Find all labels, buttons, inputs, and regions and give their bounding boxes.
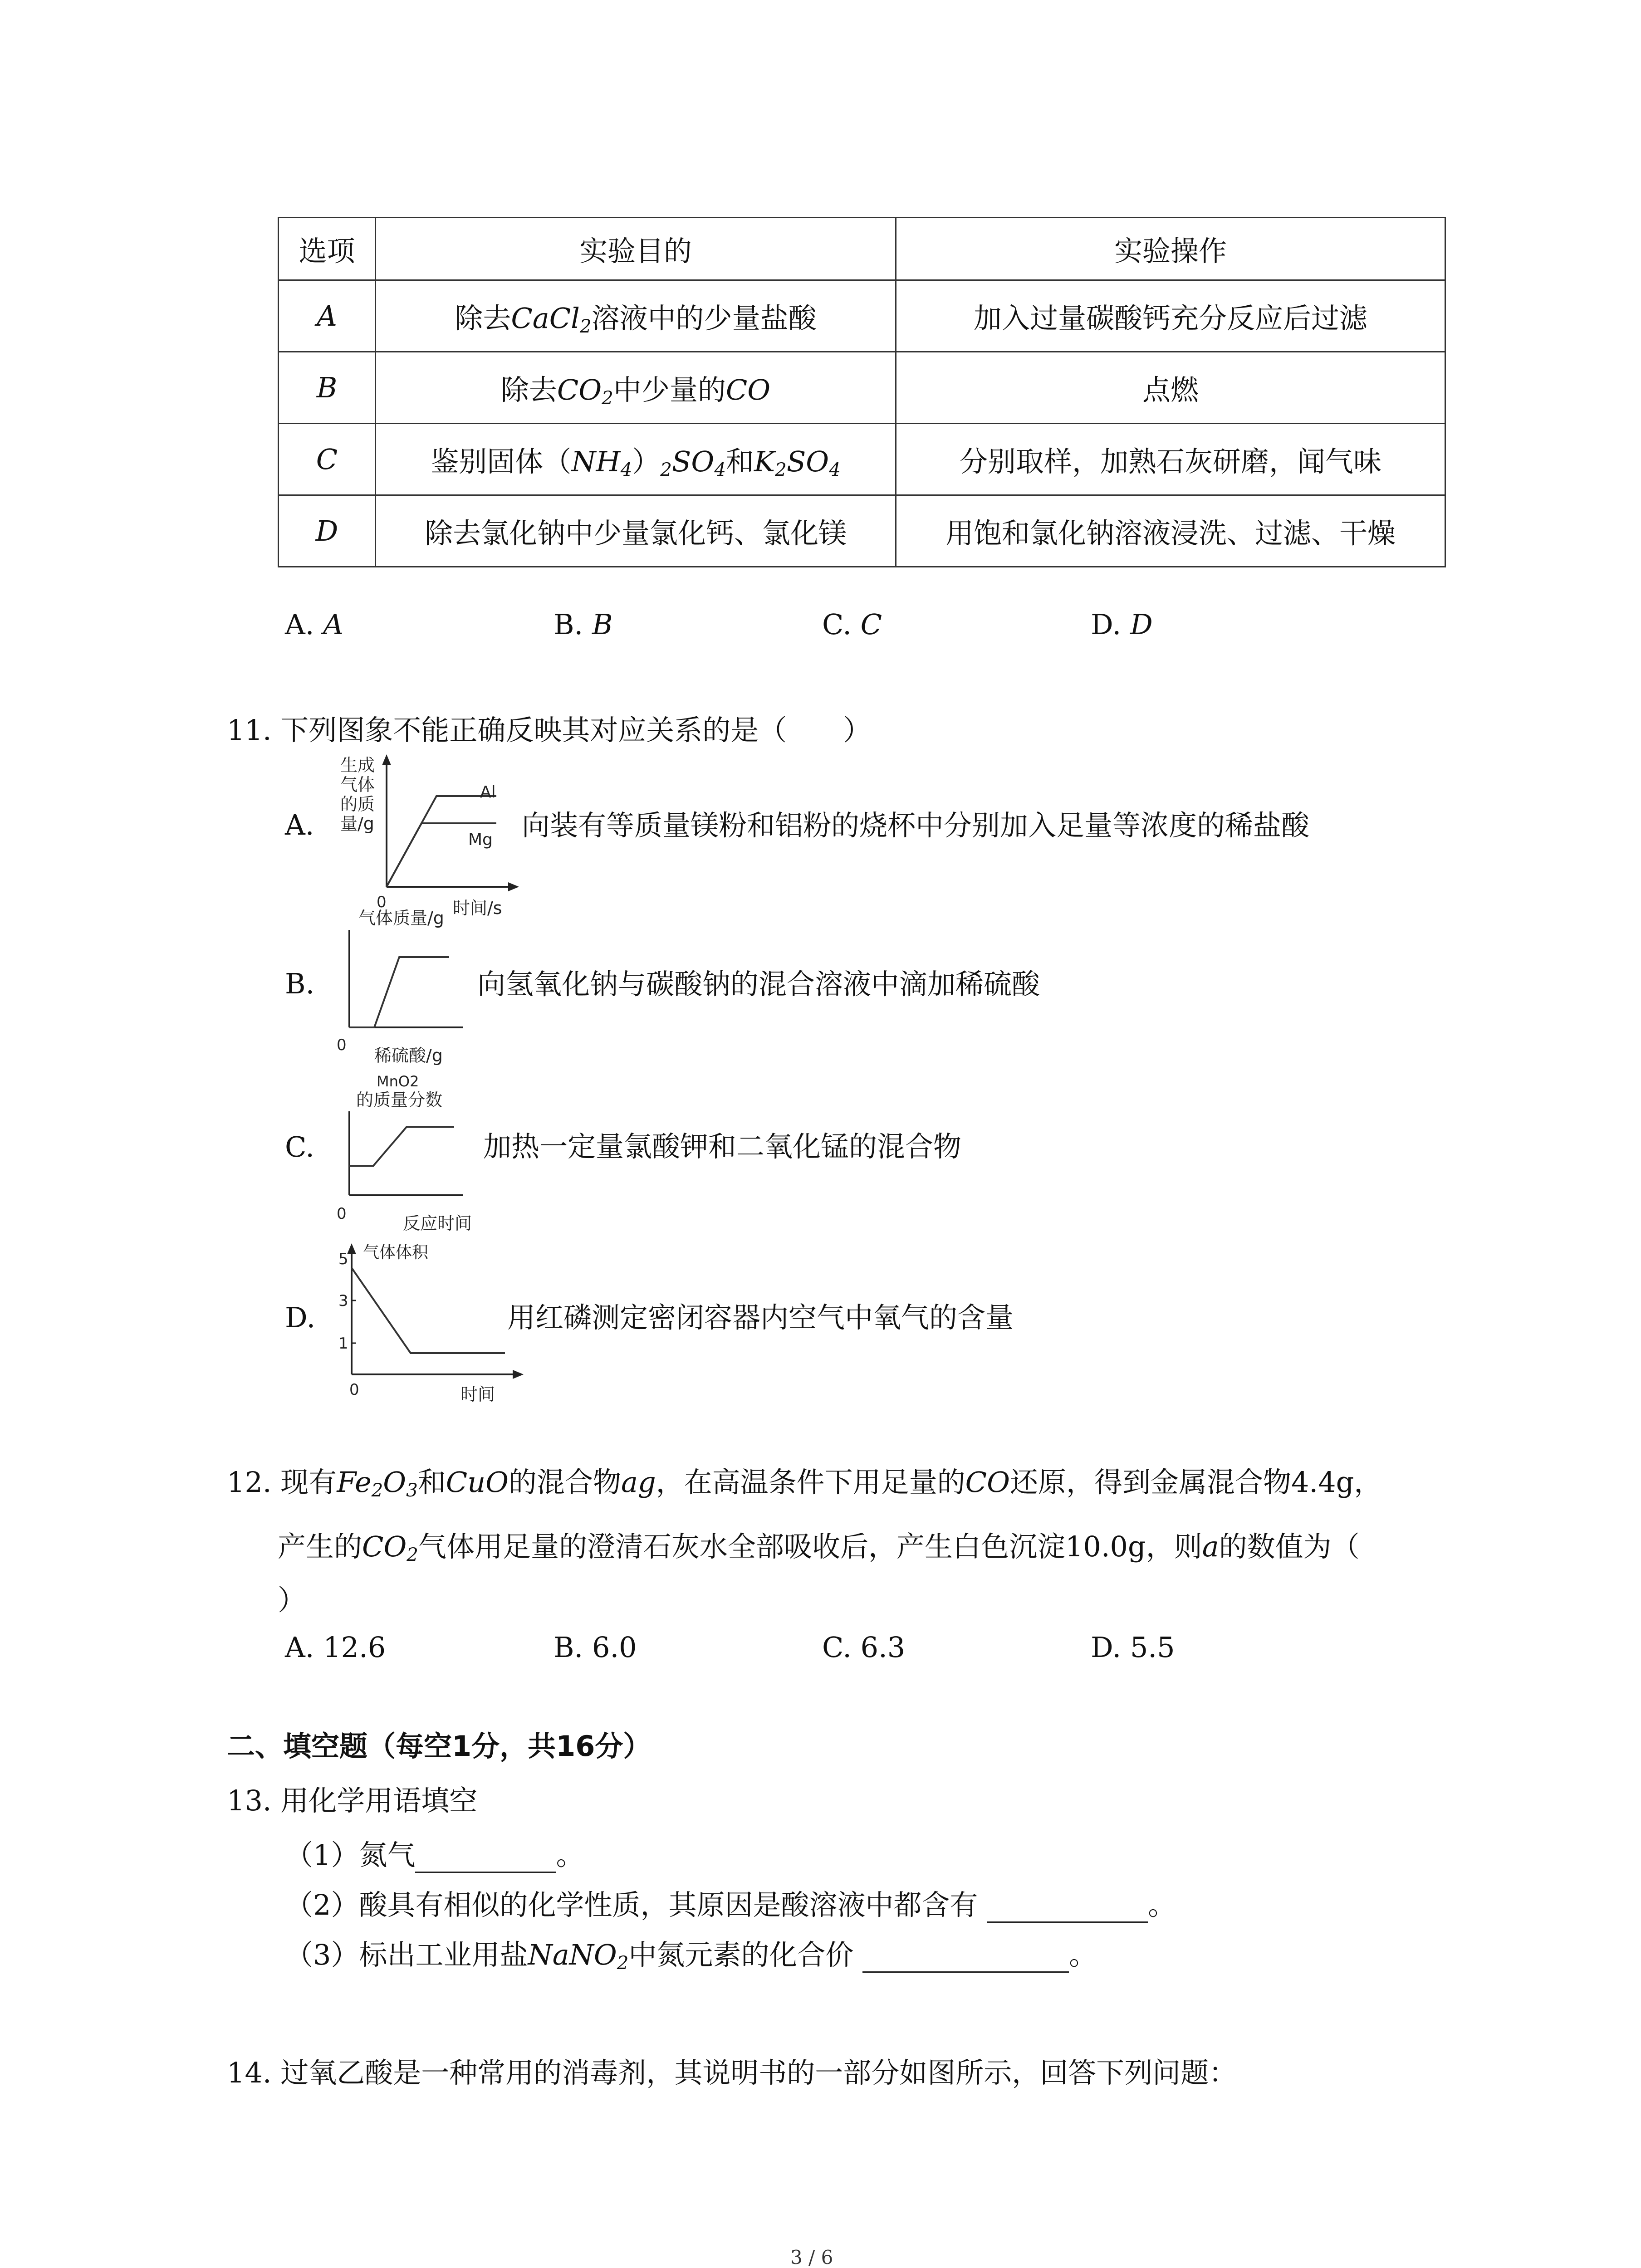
operation-cell: 用饱和氯化钠溶液浸洗、过滤、干燥	[896, 495, 1445, 567]
series-line	[352, 1268, 505, 1353]
table-row	[279, 495, 1445, 567]
series-line	[349, 957, 449, 1027]
q11-option-a-text: 向装有等质量镁粉和铝粉的烧杯中分别加入足量等浓度的稀盐酸	[522, 809, 1310, 842]
q13-item-1: （1）氮气 。	[285, 1833, 584, 1873]
page-number: 3 / 6	[790, 2246, 833, 2268]
q11-option-d-text: 用红磷测定密闭容器内空气中氧气的含量	[507, 1301, 1014, 1334]
table-header-cell: 选项	[279, 218, 376, 280]
operation-cell: 分别取样，加熟石灰研磨，闻气味	[896, 424, 1445, 495]
origin-label: 0	[349, 1381, 359, 1399]
q10-choice-b[interactable]: B. B	[554, 608, 613, 641]
ytick-label: 1	[338, 1334, 348, 1353]
origin-label: 0	[337, 1205, 347, 1223]
q12-line2: 产生的$CO_2$气体用足量的澄清石灰水全部吸收后，产生白色沉淀10.0g，则a的数值为（	[278, 1530, 1360, 1566]
xlabel: 反应时间	[403, 1213, 472, 1233]
q13-item-3: （3）标出工业用盐NaNO$_2$中氮元素的化合价 。	[285, 1938, 1097, 1974]
ylabel-line: 的质	[340, 794, 375, 814]
series-label-al: Al	[480, 783, 496, 802]
q13-stem: 13. 用化学用语填空	[227, 1784, 478, 1817]
y-axis-arrow	[382, 754, 391, 765]
option-cell: B	[279, 352, 376, 424]
q11-option-b-label[interactable]: B.	[285, 967, 315, 1000]
q12-choice-a[interactable]: A. 12.6	[285, 1631, 386, 1664]
q12-choice-d[interactable]: D. 5.5	[1091, 1631, 1175, 1664]
operation-cell: 点燃	[896, 352, 1445, 424]
ylabel-line: 量/g	[340, 814, 374, 834]
q11-option-d-label[interactable]: D.	[285, 1301, 316, 1334]
q10-choice-c[interactable]: C. C	[822, 608, 882, 641]
purpose-cell: 鉴别固体$(NH_4)_2SO_4$和$K_2SO_4$	[376, 424, 896, 495]
q11-option-b-text: 向氢氧化钠与碳酸钠的混合溶液中滴加稀硫酸	[477, 968, 1040, 1001]
q11-option-c-text: 加热一定量氯酸钾和二氧化锰的混合物	[483, 1130, 962, 1163]
answer-blank[interactable]	[862, 1938, 1069, 1973]
table-row	[279, 352, 1445, 424]
q11-option-c-label[interactable]: C.	[285, 1130, 314, 1163]
q14-stem: 14. 过氧乙酸是一种常用的消毒剂，其说明书的一部分如图所示，回答下列问题：	[227, 2056, 1237, 2089]
operation-cell: 加入过量碳酸钙充分反应后过滤	[896, 280, 1445, 352]
q13-item-2: （2）酸具有相似的化学性质，其原因是酸溶液中都含有 。	[285, 1882, 1176, 1923]
ylabel-line: 的质量分数	[356, 1090, 443, 1110]
xlabel: 时间/s	[453, 898, 502, 918]
purpose-cell: 除去氯化钠中少量氯化钙、氯化镁	[376, 495, 896, 567]
option-cell: D	[279, 495, 376, 567]
q11-option-a-label[interactable]: A.	[285, 808, 314, 841]
answer-blank[interactable]	[415, 1838, 556, 1873]
ytick-label: 3	[338, 1292, 348, 1310]
table-header-row	[279, 218, 1445, 280]
series-line	[349, 1127, 454, 1166]
q12-choice-c[interactable]: C. 6.3	[822, 1631, 906, 1664]
option-cell: A	[279, 280, 376, 352]
answer-blank[interactable]	[987, 1888, 1148, 1923]
xlabel: 时间	[460, 1384, 495, 1404]
ylabel: 气体体积	[363, 1243, 429, 1262]
xlabel: 稀硫酸/g	[374, 1046, 443, 1066]
y-axis-arrow	[347, 1243, 356, 1254]
q12-line1: 12. 现有$Fe_2O_3$和CuO的混合物ag，在高温条件下用足量的CO还原，得到金属混合物4.4g，	[227, 1466, 1382, 1501]
ylabel-line: 气体	[340, 775, 375, 795]
ylabel-line: MnO2	[377, 1073, 419, 1090]
purpose-cell: 除去$CO_2$中少量的CO	[376, 352, 896, 424]
chart-a	[331, 751, 549, 919]
ytick-label: 5	[338, 1250, 348, 1268]
q11-stem: 11. 下列图象不能正确反映其对应关系的是（ ）	[227, 714, 872, 747]
option-cell: C	[279, 424, 376, 495]
series-label-mg: Mg	[468, 831, 493, 849]
table-row	[279, 424, 1445, 495]
table-row	[279, 280, 1445, 352]
x-axis-arrow	[508, 882, 519, 891]
ylabel-line: 生成	[340, 755, 375, 775]
q12-line3: ）	[278, 1584, 306, 1617]
q10-choice-d[interactable]: D. D	[1091, 608, 1153, 641]
q10-choice-a[interactable]: A. A	[285, 608, 343, 641]
table-header-cell: 实验操作	[896, 218, 1445, 280]
table-header-cell: 实验目的	[376, 218, 896, 280]
experiment-table	[278, 217, 1446, 567]
x-axis-arrow	[513, 1370, 524, 1379]
ylabel: 气体质量/g	[358, 908, 444, 928]
purpose-cell: 除去CaCl$_2$溶液中的少量盐酸	[376, 280, 896, 352]
section-title: 二、填空题（每空1分，共16分）	[227, 1730, 652, 1763]
q12-choice-b[interactable]: B. 6.0	[554, 1631, 637, 1664]
origin-label: 0	[377, 893, 387, 911]
chart-d	[331, 1236, 531, 1404]
origin-label: 0	[337, 1036, 347, 1054]
